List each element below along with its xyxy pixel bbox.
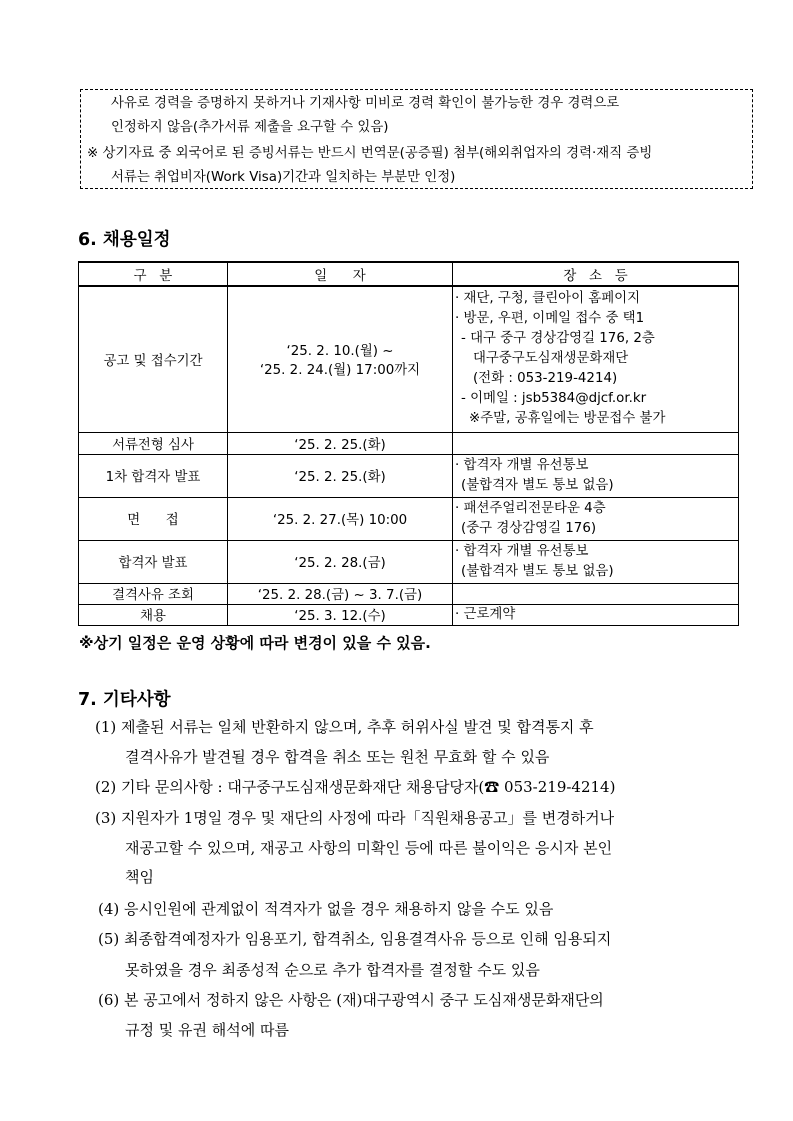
- row-date: ‘25. 2. 27.(목) 10:00: [228, 497, 453, 540]
- header-location: 장 소 등: [453, 262, 739, 286]
- location-line: · 재단, 구청, 클린아이 홈페이지: [455, 291, 641, 307]
- row-date: ‘25. 2. 28.(금) ~ 3. 7.(금): [228, 583, 453, 604]
- date-line: ‘25. 2. 10.(월) ~: [286, 344, 394, 360]
- notice-line: 사유로 경력을 증명하지 못하거나 기재사항 미비로 경력 확인이 불가능한 경우 경력으로: [111, 96, 620, 111]
- etc-line: (4) 응시인원에 관계없이 적격자가 없을 경우 채용하지 않을 수도 있음: [98, 900, 554, 918]
- etc-line: 결격사유가 발견될 경우 합격을 취소 또는 원천 무효화 할 수 있음: [125, 748, 550, 766]
- row-label: 면 접: [79, 497, 228, 540]
- location-line: · 합격자 개별 유선통보: [455, 457, 589, 473]
- schedule-note: ※상기 일정은 운영 상황에 따라 변경이 있을 수 있음.: [79, 634, 431, 652]
- row-date: ‘25. 2. 28.(금): [228, 540, 453, 583]
- location-line: 대구중구도심재생문화재단: [473, 351, 629, 367]
- etc-line: 규정 및 유권 해석에 따름: [125, 1021, 289, 1039]
- row-location: [453, 454, 739, 497]
- row-label: 서류전형 심사: [79, 432, 228, 454]
- row-date: ‘25. 2. 25.(화): [228, 454, 453, 497]
- row-label: 채용: [79, 604, 228, 625]
- table-row: [79, 454, 739, 497]
- etc-line: (6) 본 공고에서 정하지 않은 사항은 (재)대구광역시 중구 도심재생문화재단의: [98, 991, 604, 1009]
- location-line: (불합격자 별도 통보 없음): [461, 477, 614, 493]
- location-line: · 패션주얼리전문타운 4층: [455, 500, 606, 516]
- notice-line: 서류는 취업비자(Work Visa)기간과 일치하는 부분만 인정): [111, 170, 456, 185]
- etc-line: (3) 지원자가 1명일 경우 및 재단의 사정에 따라「직원채용공고」를 변경하거나: [95, 809, 615, 827]
- table-row: [79, 604, 739, 625]
- date-line: ‘25. 2. 24.(월) 17:00까지: [259, 363, 421, 379]
- header-date: 일 자: [228, 262, 453, 286]
- table-header-row: [79, 262, 739, 286]
- row-label: 1차 합격자 발표: [79, 454, 228, 497]
- row-location: [453, 540, 739, 583]
- schedule-table: [78, 261, 739, 626]
- location-line: · 합격자 개별 유선통보: [455, 543, 589, 559]
- location-line: - 대구 중구 경상감영길 176, 2층: [461, 331, 655, 347]
- row-location: [453, 497, 739, 540]
- etc-line: 재공고할 수 있으며, 재공고 사항의 미확인 등에 따른 불이익은 응시자 본인: [125, 839, 613, 857]
- etc-line: (1) 제출된 서류는 일체 반환하지 않으며, 추후 허위사실 발견 및 합격통지 후: [95, 718, 594, 736]
- table-row: [79, 583, 739, 604]
- row-label: 결격사유 조회: [79, 583, 228, 604]
- etc-line: 책임: [125, 868, 154, 886]
- section-7-title: 7. 기타사항: [78, 690, 171, 710]
- etc-line: 못하였을 경우 최종성적 순으로 추가 합격자를 결정할 수도 있음: [125, 961, 540, 979]
- notice-line: 인정하지 않음(추가서류 제출을 요구할 수 있음): [111, 120, 389, 135]
- row-label: 합격자 발표: [79, 540, 228, 583]
- location-line: - 이메일 : jsb5384@djcf.or.kr: [461, 391, 647, 407]
- location-line: (중구 경상감영길 176): [461, 520, 597, 536]
- row-date: ‘25. 2. 25.(화): [228, 432, 453, 454]
- section-6-title: 6. 채용일정: [78, 230, 171, 250]
- location-line: (불합격자 별도 통보 없음): [461, 563, 614, 579]
- location-line: · 방문, 우편, 이메일 접수 중 택1: [455, 311, 645, 327]
- table-row: [79, 432, 739, 454]
- row-location: [453, 583, 739, 604]
- table-row: [79, 286, 739, 432]
- row-location: [453, 286, 739, 432]
- etc-line: (2) 기타 문의사항 : 대구중구도심재생문화재단 채용담당자(☎ 053-219-4214): [95, 778, 616, 796]
- notice-line: ※ 상기자료 중 외국어로 된 증빙서류는 반드시 번역문(공증필) 첨부(해외취업자의 경력·재직 증빙: [87, 146, 653, 161]
- notice-box: [80, 89, 753, 189]
- etc-line: (5) 최종합격예정자가 임용포기, 합격취소, 임용결격사유 등으로 인해 임용되지: [98, 930, 612, 948]
- table-row: [79, 540, 739, 583]
- header-category: 구 분: [79, 262, 228, 286]
- row-location: [453, 432, 739, 454]
- row-date: ‘25. 3. 12.(수): [228, 604, 453, 625]
- row-label: 공고 및 접수기간: [79, 286, 228, 432]
- location-line: (전화 : 053-219-4214): [473, 371, 618, 387]
- row-location: · 근로계약: [453, 604, 739, 625]
- table-row: [79, 497, 739, 540]
- row-date: [228, 286, 453, 432]
- location-line: ※주말, 공휴일에는 방문접수 불가: [469, 411, 666, 427]
